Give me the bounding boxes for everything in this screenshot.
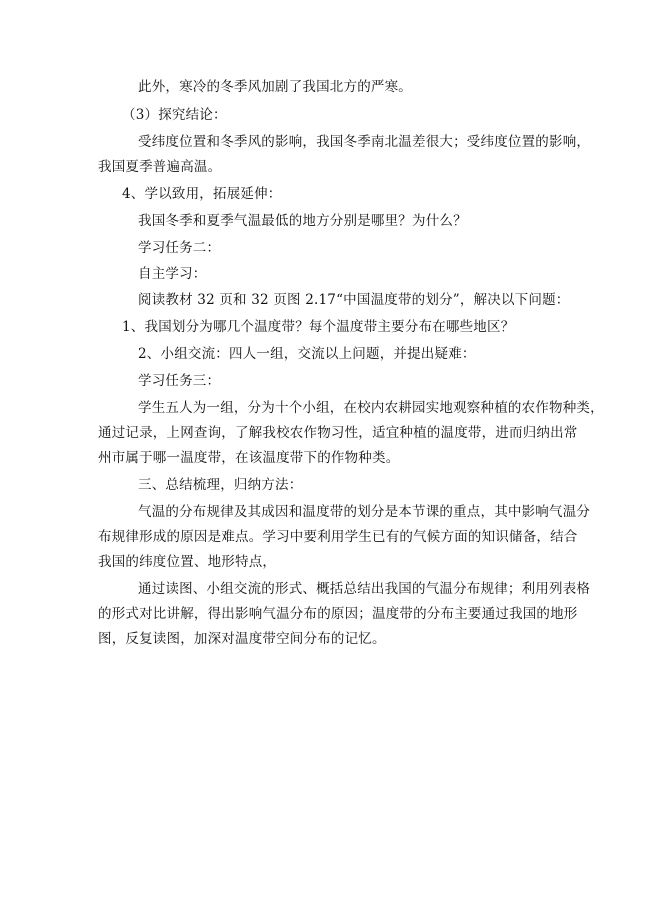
- paragraph-line: 通过记录，上网查询，了解我校农作物习性，适宜种植的温度带，进而归纳出常: [98, 425, 578, 441]
- paragraph-line: 图，反复读图，加深对温度带空间分布的记忆。: [98, 631, 386, 647]
- list-item: 1、我国划分为哪几个温度带？每个温度带主要分布在哪些地区？: [122, 319, 515, 335]
- list-item: 2、小组交流：四人一组，交流以上问题，并提出疑难：: [138, 346, 476, 362]
- paragraph-line: 此外，寒冷的冬季风加剧了我国北方的严寒。: [138, 79, 412, 95]
- paragraph-line: 我国夏季普遍高温。: [98, 159, 222, 175]
- section-heading: 4、学以致用，拓展延伸：: [122, 186, 282, 202]
- section-heading: 自主学习：: [138, 266, 207, 282]
- paragraph-line: 气温的分布规律及其成因和温度带的划分是本节课的重点，其中影响气温分: [138, 504, 591, 520]
- section-heading: 学习任务三：: [138, 373, 221, 389]
- paragraph-line: 我国冬季和夏季气温最低的地方分别是哪里？为什么？: [138, 213, 467, 229]
- paragraph-line: 阅读教材 32 页和 32 页图 2.17“中国温度带的划分”，解决以下问题：: [138, 292, 570, 308]
- section-heading: （3）探究结论：: [122, 107, 227, 123]
- paragraph-line: 我国的纬度位置、地形特点，: [98, 554, 277, 570]
- paragraph-line: 布规律形成的原因是难点。学习中要利用学生已有的气候方面的知识储备，结合: [98, 529, 578, 545]
- section-heading: 学习任务二：: [138, 240, 221, 256]
- paragraph-line: 受纬度位置和冬季风的影响，我国冬季南北温差很大；受纬度位置的影响，: [138, 134, 591, 150]
- paragraph-line: 通过读图、小组交流的形式、概括总结出我国的气温分布规律；利用列表格: [138, 581, 591, 597]
- section-heading: 三、总结梳理，归纳方法：: [138, 477, 303, 493]
- paragraph-line: 的形式对比讲解，得出影响气温分布的原因；温度带的分布主要通过我国的地形: [98, 606, 578, 622]
- paragraph-line: 学生五人为一组，分为十个小组，在校内农耕园实地观察种植的农作物种类，: [138, 400, 604, 416]
- paragraph-line: 州市属于哪一温度带，在该温度带下的作物种类。: [98, 450, 400, 466]
